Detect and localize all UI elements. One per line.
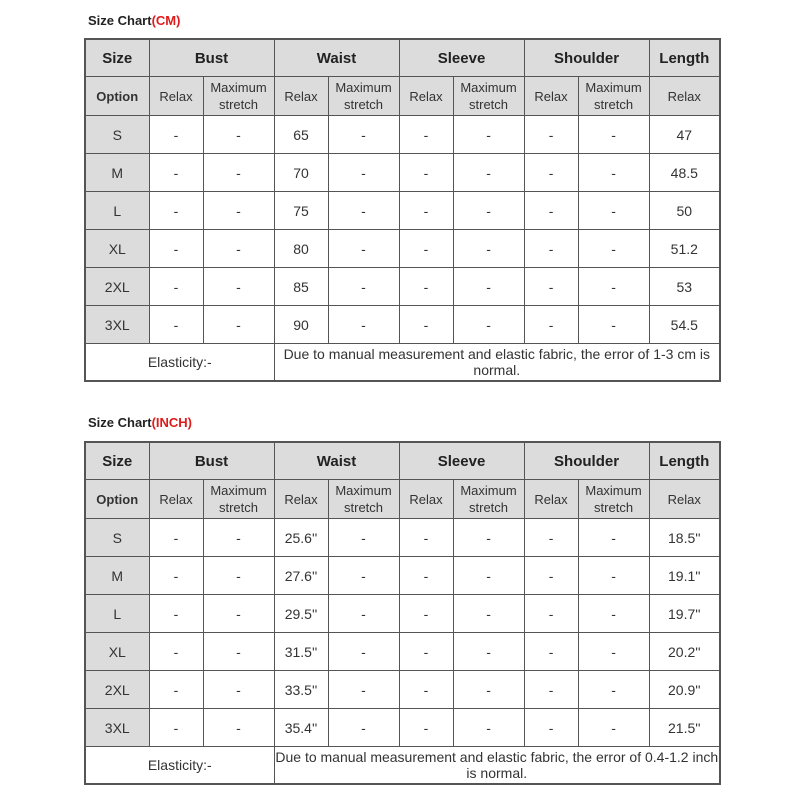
sleeve-relax-cell: - <box>399 595 453 633</box>
inch-size-table <box>84 441 721 785</box>
bust-relax-cell: - <box>149 671 203 709</box>
subheader-relax: Relax <box>524 480 578 519</box>
subheader-max-stretch: Maximum stretch <box>328 77 399 116</box>
shoulder-max-cell: - <box>578 671 649 709</box>
waist-relax-cell: 35.4'' <box>274 709 328 747</box>
size-cell: XL <box>85 633 149 671</box>
bust-relax-cell: - <box>149 519 203 557</box>
shoulder-relax-cell: - <box>524 306 578 344</box>
waist-relax-cell: 31.5'' <box>274 633 328 671</box>
shoulder-relax-cell: - <box>524 154 578 192</box>
sleeve-relax-cell: - <box>399 268 453 306</box>
cm-rows <box>85 116 720 344</box>
sleeve-max-cell: - <box>453 192 524 230</box>
waist-relax-cell: 75 <box>274 192 328 230</box>
sleeve-max-cell: - <box>453 671 524 709</box>
length-relax-cell: 48.5 <box>649 154 720 192</box>
bust-relax-cell: - <box>149 557 203 595</box>
shoulder-relax-cell: - <box>524 595 578 633</box>
waist-max-cell: - <box>328 268 399 306</box>
length-relax-cell: 20.2'' <box>649 633 720 671</box>
elasticity-label: Elasticity:- <box>85 344 274 382</box>
bust-relax-cell: - <box>149 154 203 192</box>
sleeve-header: Sleeve <box>399 442 524 480</box>
shoulder-max-cell: - <box>578 268 649 306</box>
size-cell: 2XL <box>85 671 149 709</box>
waist-max-cell: - <box>328 116 399 154</box>
waist-max-cell: - <box>328 633 399 671</box>
table-row <box>85 306 720 344</box>
size-cell: 2XL <box>85 268 149 306</box>
shoulder-max-cell: - <box>578 154 649 192</box>
size-cell: S <box>85 519 149 557</box>
table-row <box>85 709 720 747</box>
shoulder-header: Shoulder <box>524 39 649 77</box>
waist-relax-cell: 29.5'' <box>274 595 328 633</box>
waist-relax-cell: 65 <box>274 116 328 154</box>
table-row <box>85 557 720 595</box>
cm-title-prefix: Size Chart <box>88 13 152 28</box>
bust-max-cell: - <box>203 519 274 557</box>
sleeve-max-cell: - <box>453 154 524 192</box>
size-header: Size <box>85 442 149 480</box>
elasticity-label: Elasticity:- <box>85 747 274 785</box>
shoulder-relax-cell: - <box>524 709 578 747</box>
waist-header: Waist <box>274 39 399 77</box>
shoulder-relax-cell: - <box>524 268 578 306</box>
sleeve-relax-cell: - <box>399 633 453 671</box>
size-cell: XL <box>85 230 149 268</box>
shoulder-max-cell: - <box>578 116 649 154</box>
length-relax-cell: 50 <box>649 192 720 230</box>
waist-max-cell: - <box>328 230 399 268</box>
bust-max-cell: - <box>203 595 274 633</box>
subheader-relax: Relax <box>149 77 203 116</box>
waist-max-cell: - <box>328 306 399 344</box>
table-row <box>85 671 720 709</box>
subheader-relax: Relax <box>399 77 453 116</box>
waist-max-cell: - <box>328 192 399 230</box>
sleeve-header: Sleeve <box>399 39 524 77</box>
bust-max-cell: - <box>203 306 274 344</box>
sleeve-max-cell: - <box>453 709 524 747</box>
subheader-row <box>85 77 720 116</box>
bust-max-cell: - <box>203 116 274 154</box>
table-row <box>85 154 720 192</box>
waist-relax-cell: 80 <box>274 230 328 268</box>
subheader-max-stretch: Maximum stretch <box>578 480 649 519</box>
bust-header: Bust <box>149 39 274 77</box>
waist-relax-cell: 70 <box>274 154 328 192</box>
shoulder-max-cell: - <box>578 709 649 747</box>
shoulder-header: Shoulder <box>524 442 649 480</box>
sleeve-relax-cell: - <box>399 230 453 268</box>
table-row <box>85 633 720 671</box>
subheader-relax: Relax <box>524 77 578 116</box>
shoulder-max-cell: - <box>578 633 649 671</box>
bust-relax-cell: - <box>149 709 203 747</box>
bust-relax-cell: - <box>149 633 203 671</box>
size-header: Size <box>85 39 149 77</box>
note-row <box>85 747 720 785</box>
subheader-relax: Relax <box>649 480 720 519</box>
bust-relax-cell: - <box>149 230 203 268</box>
shoulder-relax-cell: - <box>524 230 578 268</box>
bust-max-cell: - <box>203 230 274 268</box>
subheader-relax: Relax <box>274 480 328 519</box>
length-relax-cell: 54.5 <box>649 306 720 344</box>
bust-max-cell: - <box>203 154 274 192</box>
shoulder-max-cell: - <box>578 519 649 557</box>
sleeve-relax-cell: - <box>399 116 453 154</box>
waist-relax-cell: 25.6'' <box>274 519 328 557</box>
sleeve-relax-cell: - <box>399 709 453 747</box>
table-row <box>85 519 720 557</box>
measurement-note: Due to manual measurement and elastic fabric, the error of 0.4-1.2 inch is normal. <box>274 747 720 785</box>
subheader-max-stretch: Maximum stretch <box>453 480 524 519</box>
sleeve-relax-cell: - <box>399 154 453 192</box>
subheader-max-stretch: Maximum stretch <box>578 77 649 116</box>
bust-relax-cell: - <box>149 116 203 154</box>
waist-relax-cell: 90 <box>274 306 328 344</box>
size-cell: 3XL <box>85 306 149 344</box>
sleeve-max-cell: - <box>453 268 524 306</box>
waist-max-cell: - <box>328 519 399 557</box>
sleeve-relax-cell: - <box>399 519 453 557</box>
shoulder-max-cell: - <box>578 192 649 230</box>
waist-relax-cell: 85 <box>274 268 328 306</box>
header-row <box>85 442 720 480</box>
subheader-relax: Relax <box>149 480 203 519</box>
shoulder-max-cell: - <box>578 230 649 268</box>
table-row <box>85 595 720 633</box>
bust-max-cell: - <box>203 633 274 671</box>
waist-max-cell: - <box>328 154 399 192</box>
bust-max-cell: - <box>203 268 274 306</box>
table-row <box>85 116 720 154</box>
size-cell: M <box>85 154 149 192</box>
subheader-relax: Relax <box>274 77 328 116</box>
length-relax-cell: 21.5'' <box>649 709 720 747</box>
bust-max-cell: - <box>203 671 274 709</box>
cm-chart-title <box>88 13 180 28</box>
subheader-max-stretch: Maximum stretch <box>203 480 274 519</box>
length-header: Length <box>649 39 720 77</box>
size-cell: 3XL <box>85 709 149 747</box>
sleeve-max-cell: - <box>453 557 524 595</box>
option-header: Option <box>85 480 149 519</box>
inch-title-unit: (INCH) <box>151 415 193 430</box>
length-relax-cell: 18.5'' <box>649 519 720 557</box>
shoulder-relax-cell: - <box>524 557 578 595</box>
cm-size-table <box>84 38 721 382</box>
bust-relax-cell: - <box>149 595 203 633</box>
waist-header: Waist <box>274 442 399 480</box>
sleeve-max-cell: - <box>453 633 524 671</box>
waist-max-cell: - <box>328 557 399 595</box>
waist-max-cell: - <box>328 709 399 747</box>
sleeve-relax-cell: - <box>399 671 453 709</box>
waist-relax-cell: 33.5'' <box>274 671 328 709</box>
waist-relax-cell: 27.6'' <box>274 557 328 595</box>
shoulder-relax-cell: - <box>524 519 578 557</box>
header-row <box>85 39 720 77</box>
shoulder-relax-cell: - <box>524 633 578 671</box>
cm-title-unit: (CM) <box>151 13 181 28</box>
inch-chart-title <box>88 415 192 430</box>
subheader-max-stretch: Maximum stretch <box>453 77 524 116</box>
shoulder-max-cell: - <box>578 557 649 595</box>
shoulder-max-cell: - <box>578 595 649 633</box>
sleeve-relax-cell: - <box>399 192 453 230</box>
sleeve-max-cell: - <box>453 116 524 154</box>
shoulder-max-cell: - <box>578 306 649 344</box>
sleeve-relax-cell: - <box>399 306 453 344</box>
waist-max-cell: - <box>328 595 399 633</box>
inch-title-prefix: Size Chart <box>88 415 152 430</box>
option-header: Option <box>85 77 149 116</box>
shoulder-relax-cell: - <box>524 671 578 709</box>
size-cell: S <box>85 116 149 154</box>
subheader-max-stretch: Maximum stretch <box>328 480 399 519</box>
length-relax-cell: 53 <box>649 268 720 306</box>
shoulder-relax-cell: - <box>524 116 578 154</box>
subheader-relax: Relax <box>399 480 453 519</box>
length-relax-cell: 47 <box>649 116 720 154</box>
length-relax-cell: 19.1'' <box>649 557 720 595</box>
sleeve-max-cell: - <box>453 519 524 557</box>
subheader-max-stretch: Maximum stretch <box>203 77 274 116</box>
bust-header: Bust <box>149 442 274 480</box>
length-relax-cell: 20.9'' <box>649 671 720 709</box>
table-row <box>85 230 720 268</box>
sleeve-relax-cell: - <box>399 557 453 595</box>
bust-max-cell: - <box>203 192 274 230</box>
inch-rows <box>85 519 720 747</box>
size-cell: L <box>85 192 149 230</box>
note-row <box>85 344 720 382</box>
shoulder-relax-cell: - <box>524 192 578 230</box>
sleeve-max-cell: - <box>453 230 524 268</box>
bust-relax-cell: - <box>149 306 203 344</box>
bust-relax-cell: - <box>149 192 203 230</box>
length-relax-cell: 51.2 <box>649 230 720 268</box>
size-cell: M <box>85 557 149 595</box>
table-row <box>85 268 720 306</box>
length-header: Length <box>649 442 720 480</box>
subheader-row <box>85 480 720 519</box>
length-relax-cell: 19.7'' <box>649 595 720 633</box>
sleeve-max-cell: - <box>453 595 524 633</box>
waist-max-cell: - <box>328 671 399 709</box>
measurement-note: Due to manual measurement and elastic fabric, the error of 1-3 cm is normal. <box>274 344 720 382</box>
subheader-relax: Relax <box>649 77 720 116</box>
sleeve-max-cell: - <box>453 306 524 344</box>
bust-max-cell: - <box>203 557 274 595</box>
table-row <box>85 192 720 230</box>
size-cell: L <box>85 595 149 633</box>
bust-relax-cell: - <box>149 268 203 306</box>
bust-max-cell: - <box>203 709 274 747</box>
